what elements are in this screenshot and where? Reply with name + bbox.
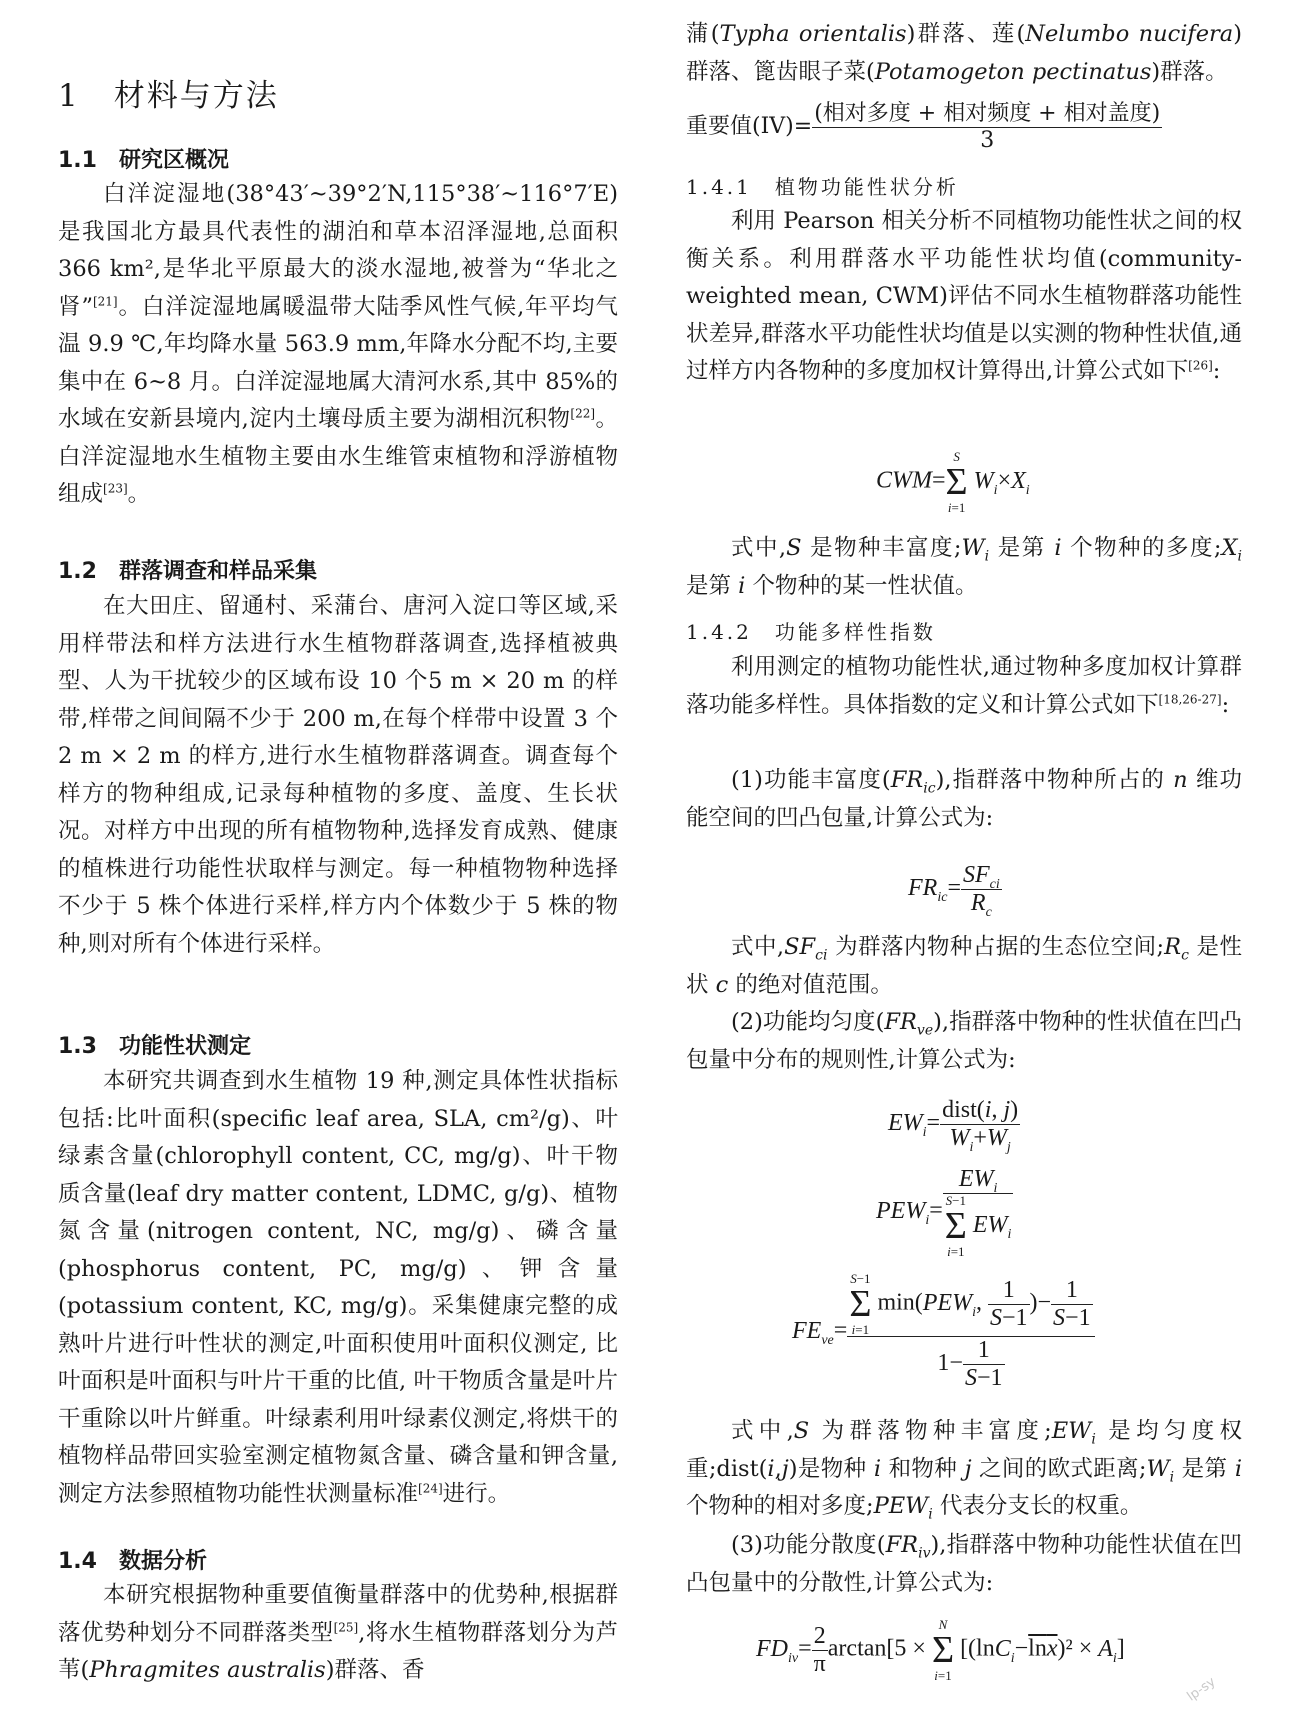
subsection-1-2-heading: 1.2 群落调查和样品采集	[58, 559, 317, 584]
paragraph-fric-note: 式中$,SF_{ci}$ 为群落内物种占据的生态位空间$;R_c$ 是性状 c 的绝对值范围。	[686, 934, 1243, 998]
subsection-1-4-heading: 1.4 数据分析	[58, 1549, 207, 1574]
subsection-1-4-2-heading: 1.4.2 功能多样性指数	[686, 620, 936, 644]
paragraph-fric: (1)功能丰富度$(FR_{ic})$,指群落中物种所占的 n 维功能空间的凹凸包量,计算公式为:	[686, 767, 1242, 831]
paragraph-fe: (2)功能均匀度$(FR_{ve})$,指群落中物种的性状值在凹凸包量中分布的规则性,计算公式为:	[686, 1009, 1242, 1073]
paragraph-trait-analysis: 利用 Pearson 相关分析不同植物功能性状之间的权衡关系。利用群落水平功能性状均值(community-weighted mean, CWM)评估不同水生植物群落功能性状差异,群落水平功能性状均值是以实测的物种性状值,通过样方内各物种的多度加权计算得出,计算公式如下[26]:	[686, 208, 1242, 384]
subsection-1-4-1-heading: 1.4.1 植物功能性状分析	[686, 175, 959, 199]
section-heading: 1 材料与方法	[58, 78, 279, 114]
subsection-1-3-heading: 1.3 功能性状测定	[58, 1034, 251, 1059]
paragraph-data-analysis: 本研究根据物种重要值衡量群落中的优势种,根据群落优势种划分不同群落类型[25],将水生植物群落划分为芦苇(Phragmites australis)群落、香	[58, 1582, 618, 1683]
paragraph-cwm-note: 式中,S 是物种丰富度$;W_i$ 是第 i 个物种的多度$;X_i$ 是第 i 个物种的某一性状值。	[686, 535, 1243, 599]
paragraph-survey: 在大田庄、留通村、采蒲台、唐河入淀口等区域,采用样带法和样方法进行水生植物群落调查,选择植被典型、人为干扰较少的区域布设 10 个5 m × 20 m 的样带,样带之间间隔不少于 200 m,在每个样带中设置 3 个 2 m × 2 m 的样方,进行水生植物群落调查。调查每个样方的物种组成,记录每种植物的多度、盖度、生长状况。对样方中出现的所有植物物种,选择发育成熟、健康的植株进行功能性状取样与测定。每一种植物物种选择不少于 5 株个体进行采样,样方内个体数少于 5 株的物种,则对所有个体进行采样。	[58, 593, 618, 957]
paragraph-fe-note: 式中,S 为群落物种丰富度$;EW_i$ 是均匀度权重;dist(i,j)是物种 i 和物种 j 之间的欧式距离$;W_i$ 是第 i 个物种的相对多度$;PEW_i$ 代表分支长的权重。	[686, 1418, 1243, 1523]
importance-value-equation: 重要值(IV)= $\frac{\text{(相对多度 + 相对频度 + 相对盖度)}}{3}$	[686, 96, 1162, 153]
pew-equation: $PEW_i=$ $EW_i$ S−1 Σ i=1 $EW_i$	[876, 1166, 1012, 1259]
fd-equation: $FD_{iv}=$ $\frac{2}{\pi}$ arctan[5 × N Σ i=1 $[(\ln C_i-\ln x)^2 \times A_i]$	[756, 1617, 1125, 1683]
cwm-equation: CWM= S Σ i=1 $W_i\times X_i$	[876, 449, 1030, 515]
paragraph-study-area: 白洋淀湿地(38°43′~39°2′N,115°38′~116°7′E)是我国北方最具代表性的湖泊和草本沼泽湿地,总面积 366 km²,是华北平原最大的淡水湿地,被誉为“华北之肾”[21]。白洋淀湿地属暖温带大陆季风性气候,年平均气温 9.9 ℃,年均降水量 563.9 mm,年降水分配不均,主要集中在 6~8 月。白洋淀湿地属大清河水系,其中 85%的水域在安新县境内,淀内土壤母质主要为湖相沉积物[22]。白洋淀湿地水生植物主要由水生维管束植物和浮游植物组成[23]。	[58, 181, 618, 507]
fe-equation: $FE_{ve}=$ S−1 Σ i=1 $\min(PEW_i$, $\frac{1}{S-1}$ )− $\frac{1}{S-1}$ 1− $\frac{1}{S-1}$	[792, 1272, 1095, 1392]
paragraph-data-analysis-cont: 蒲(Typha orientalis)群落、莲(Nelumbo nucifera)群落、篦齿眼子菜(Potamogeton pectinatus)群落。	[686, 21, 1242, 85]
paragraph-traits: 本研究共调查到水生植物 19 种,测定具体性状指标包括:比叶面积(specific leaf area, SLA, cm²/g)、叶绿素含量(chlorophyll content, CC, mg/g)、叶干物质含量(leaf dry matter content, LDMC, g/g)、植物氮含量(nitrogen content, NC, mg/g)、磷含量(phosphorus content, PC, mg/g)、钾含量(potassium content, KC, mg/g)。采集健康完整的成熟叶片进行叶性状的测定,叶面积使用叶面积仪测定, 比叶面积是叶面积与叶片干重的比值, 叶干物质含量是叶片干重除以叶片鲜重。叶绿素利用叶绿素仪测定,将烘干的植物样品带回实验室测定植物氮含量、磷含量和钾含量,测定方法参照植物功能性状测量标准[24]进行。	[58, 1068, 618, 1507]
ew-equation: $EW_i=$ $\frac{\text{dist(i, j)}}{W_i+W_j}$	[888, 1097, 1019, 1155]
fric-equation: $FR_{ic}=$ $\frac{SF_{ci}}{R_c}$	[908, 862, 1000, 920]
paragraph-fd: (3)功能分散度$(FR_{iv})$,指群落中物种功能性状值在凹凸包量中的分散性,计算公式为:	[686, 1532, 1242, 1596]
watermark: lp-sy	[1184, 1674, 1219, 1705]
subsection-1-1-heading: 1.1 研究区概况	[58, 148, 229, 173]
paragraph-fd-intro: 利用测定的植物功能性状,通过物种多度加权计算群落功能多样性。具体指数的定义和计算公式如下[18,26-27]:	[686, 654, 1242, 718]
